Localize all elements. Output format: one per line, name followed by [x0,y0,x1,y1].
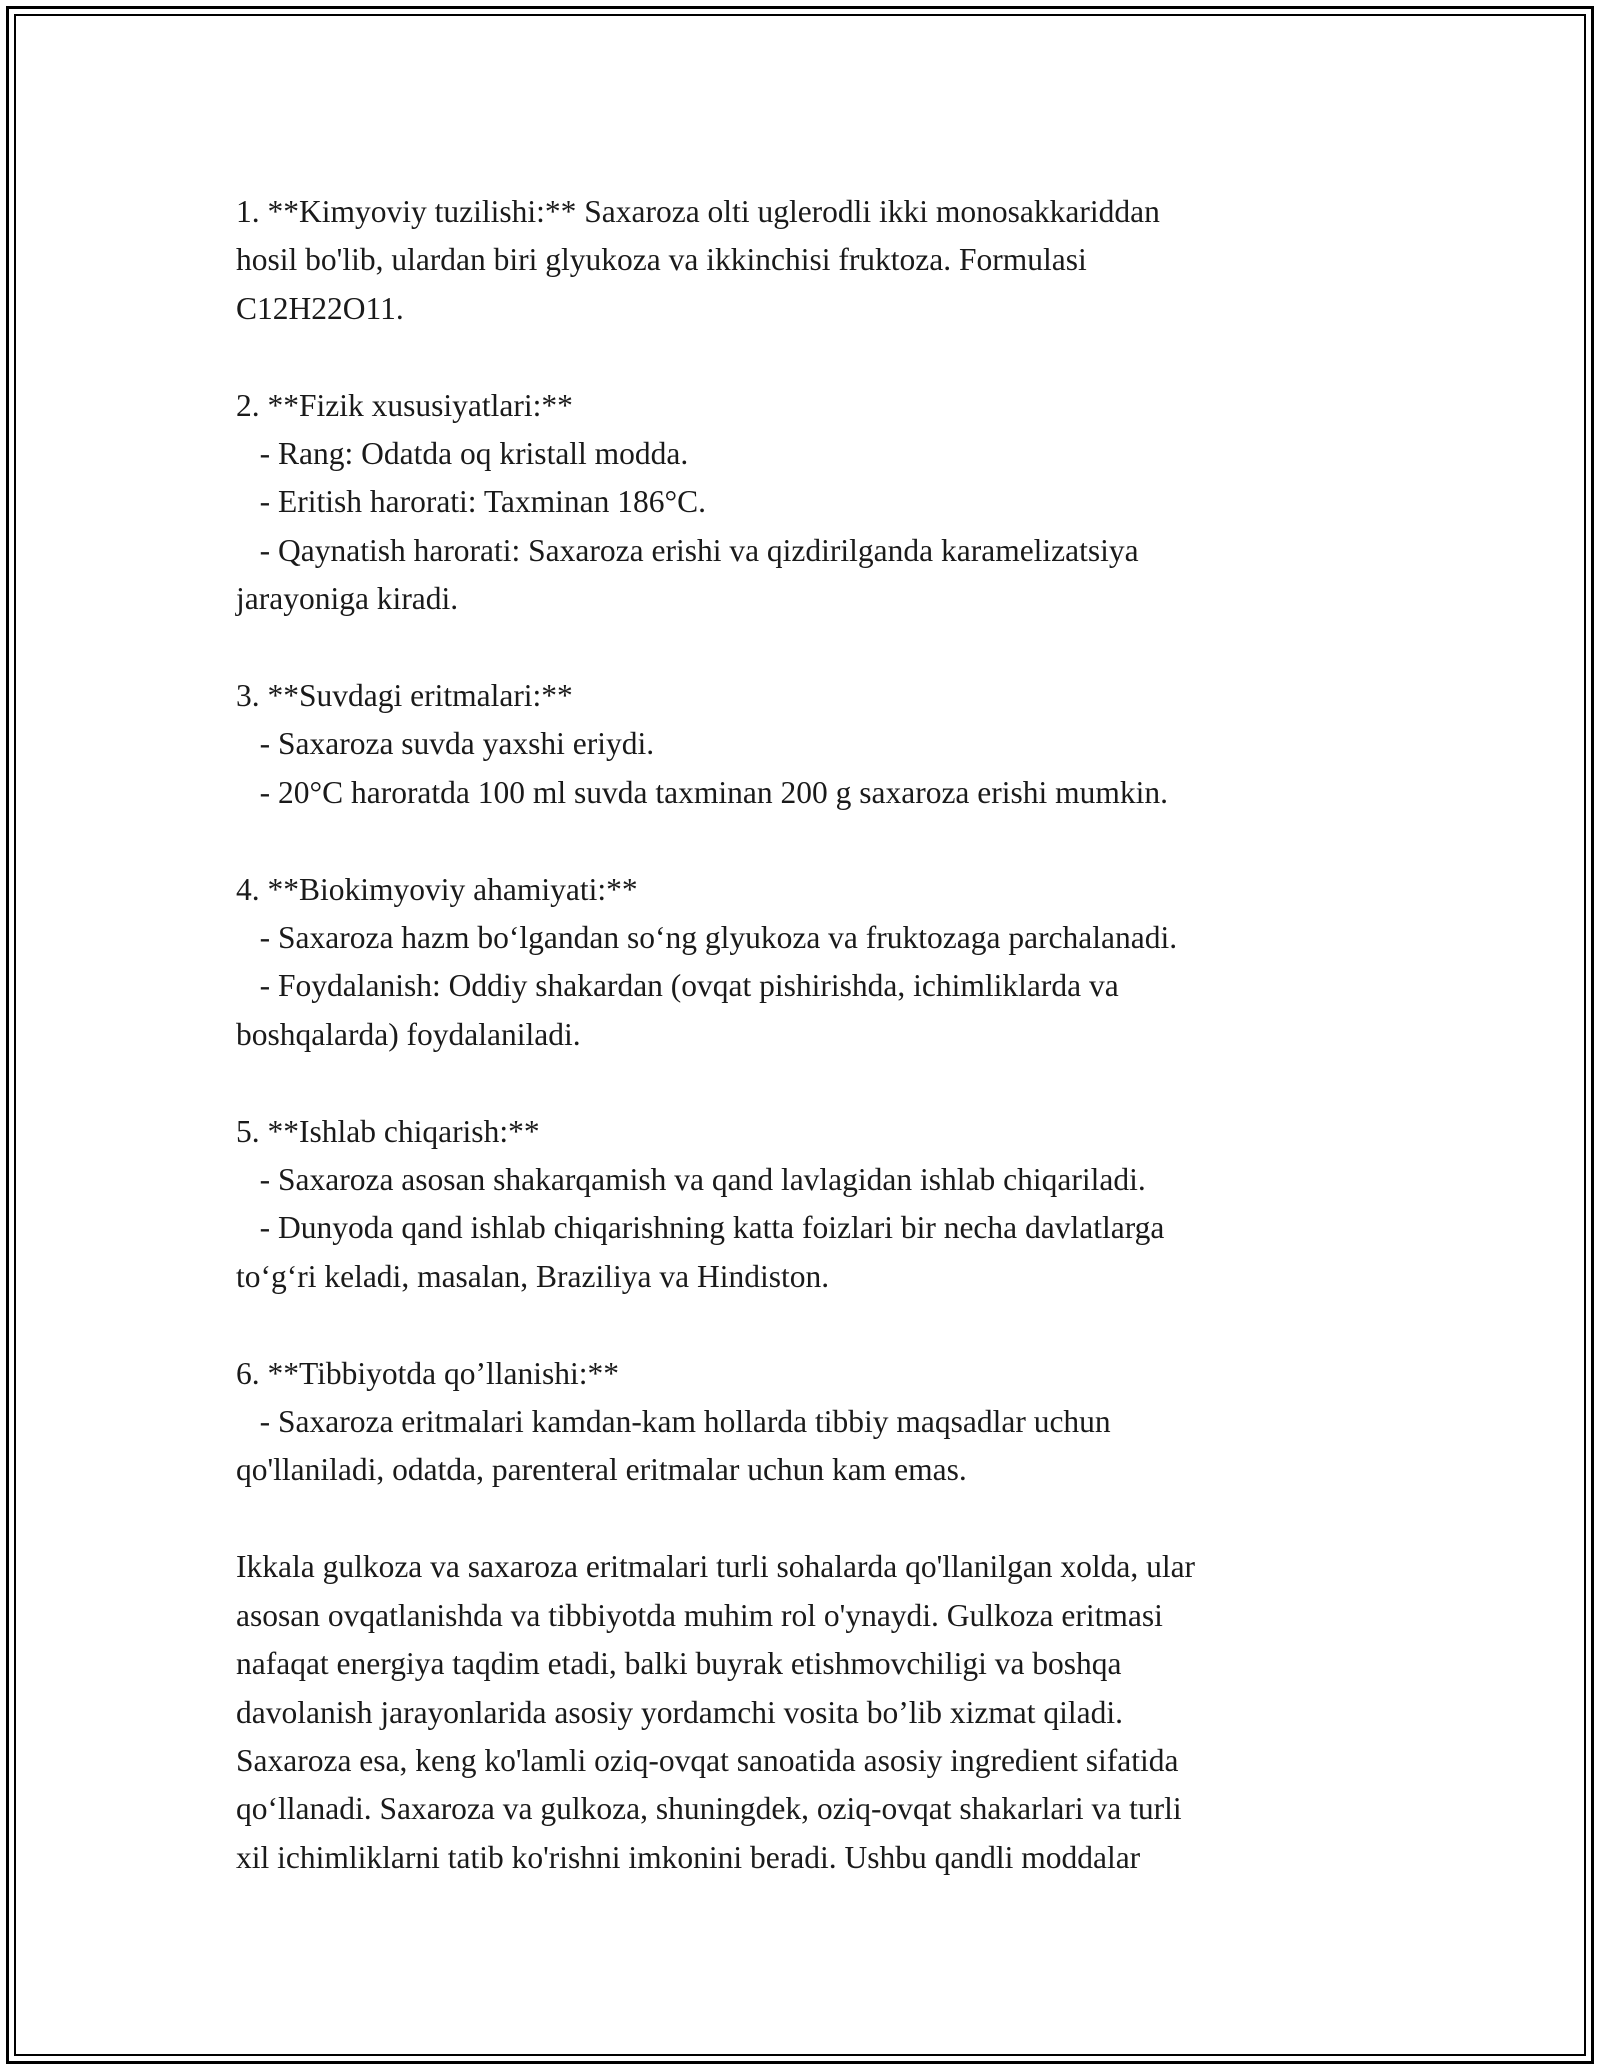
text-line: - Dunyoda qand ishlab chiqarishning katta foizlari bir necha davlatlarga [236,1210,1165,1246]
text-line: asosan ovqatlanishda va tibbiyotda muhim rol o'ynaydi. Gulkoza eritmasi [236,1597,1163,1633]
text-line: - Rang: Odatda oq kristall modda. [236,436,689,472]
text-line: to‘g‘ri keladi, masalan, Braziliya va Hindiston. [236,1258,830,1294]
text-line: 2. **Fizik xususiyatlari:** [236,387,573,423]
text-line: jarayoniga kiradi. [236,581,459,617]
text-line: - 20°C haroratda 100 ml suvda taxminan 200 g saxaroza erishi mumkin. [236,774,1169,810]
text-line: - Qaynatish harorati: Saxaroza erishi va qizdirilganda karamelizatsiya [236,532,1139,568]
text-line: hosil bo'lib, ulardan biri glyukoza va ikkinchisi fruktoza. Formulasi [236,242,1087,278]
text-line: - Foydalanish: Oddiy shakardan (ovqat pishirishda, ichimliklarda va [236,968,1119,1004]
text-line [236,1495,1376,1543]
text-line: Ikkala gulkoza va saxaroza eritmalari turli sohalarda qo'llanilgan xolda, ular [236,1549,1196,1585]
text-line: C12H22O11. [236,290,404,326]
text-line: - Saxaroza suvda yaxshi eriydi. [236,726,655,762]
text-line: qo‘llanadi. Saxaroza va gulkoza, shuningdek, oziq-ovqat shakarlari va turli [236,1791,1182,1827]
text-line: - Saxaroza asosan shakarqamish va qand lavlagidan ishlab chiqariladi. [236,1162,1146,1198]
text-line: nafaqat energiya taqdim etadi, balki buyrak etishmovchiligi va boshqa [236,1646,1122,1682]
document-body [236,188,1376,1882]
text-line [236,333,1376,381]
text-line: 5. **Ishlab chiqarish:** [236,1113,540,1149]
text-line: qo'llaniladi, odatda, parenteral eritmalar uchun kam emas. [236,1452,967,1488]
text-line: 6. **Tibbiyotda qo’llanishi:** [236,1355,619,1391]
text-line: - Eritish harorati: Taxminan 186°C. [236,484,706,520]
text-line: - Saxaroza eritmalari kamdan-kam hollarda tibbiy maqsadlar uchun [236,1404,1111,1440]
text-line [236,1301,1376,1349]
text-line: davolanish jarayonlarida asosiy yordamchi vosita bo’lib xizmat qiladi. [236,1694,1124,1730]
text-line: 1. **Kimyoviy tuzilishi:** Saxaroza olti uglerodli ikki monosakkariddan [236,194,1160,229]
text-line: - Saxaroza hazm bo‘lgandan so‘ng glyukoza va fruktozaga parchalanadi. [236,920,1178,956]
text-line [236,1059,1376,1107]
text-line: xil ichimliklarni tatib ko'rishni imkonini beradi. Ushbu qandli moddalar [236,1839,1141,1875]
text-line: Saxaroza esa, keng ko'lamli oziq-ovqat sanoatida asosiy ingredient sifatida [236,1742,1179,1778]
text-line: boshqalarda) foydalaniladi. [236,1016,581,1052]
text-line: 4. **Biokimyoviy ahamiyati:** [236,871,638,907]
text-line [236,817,1376,865]
text-line [236,624,1376,672]
text-line: 3. **Suvdagi eritmalari:** [236,678,573,714]
